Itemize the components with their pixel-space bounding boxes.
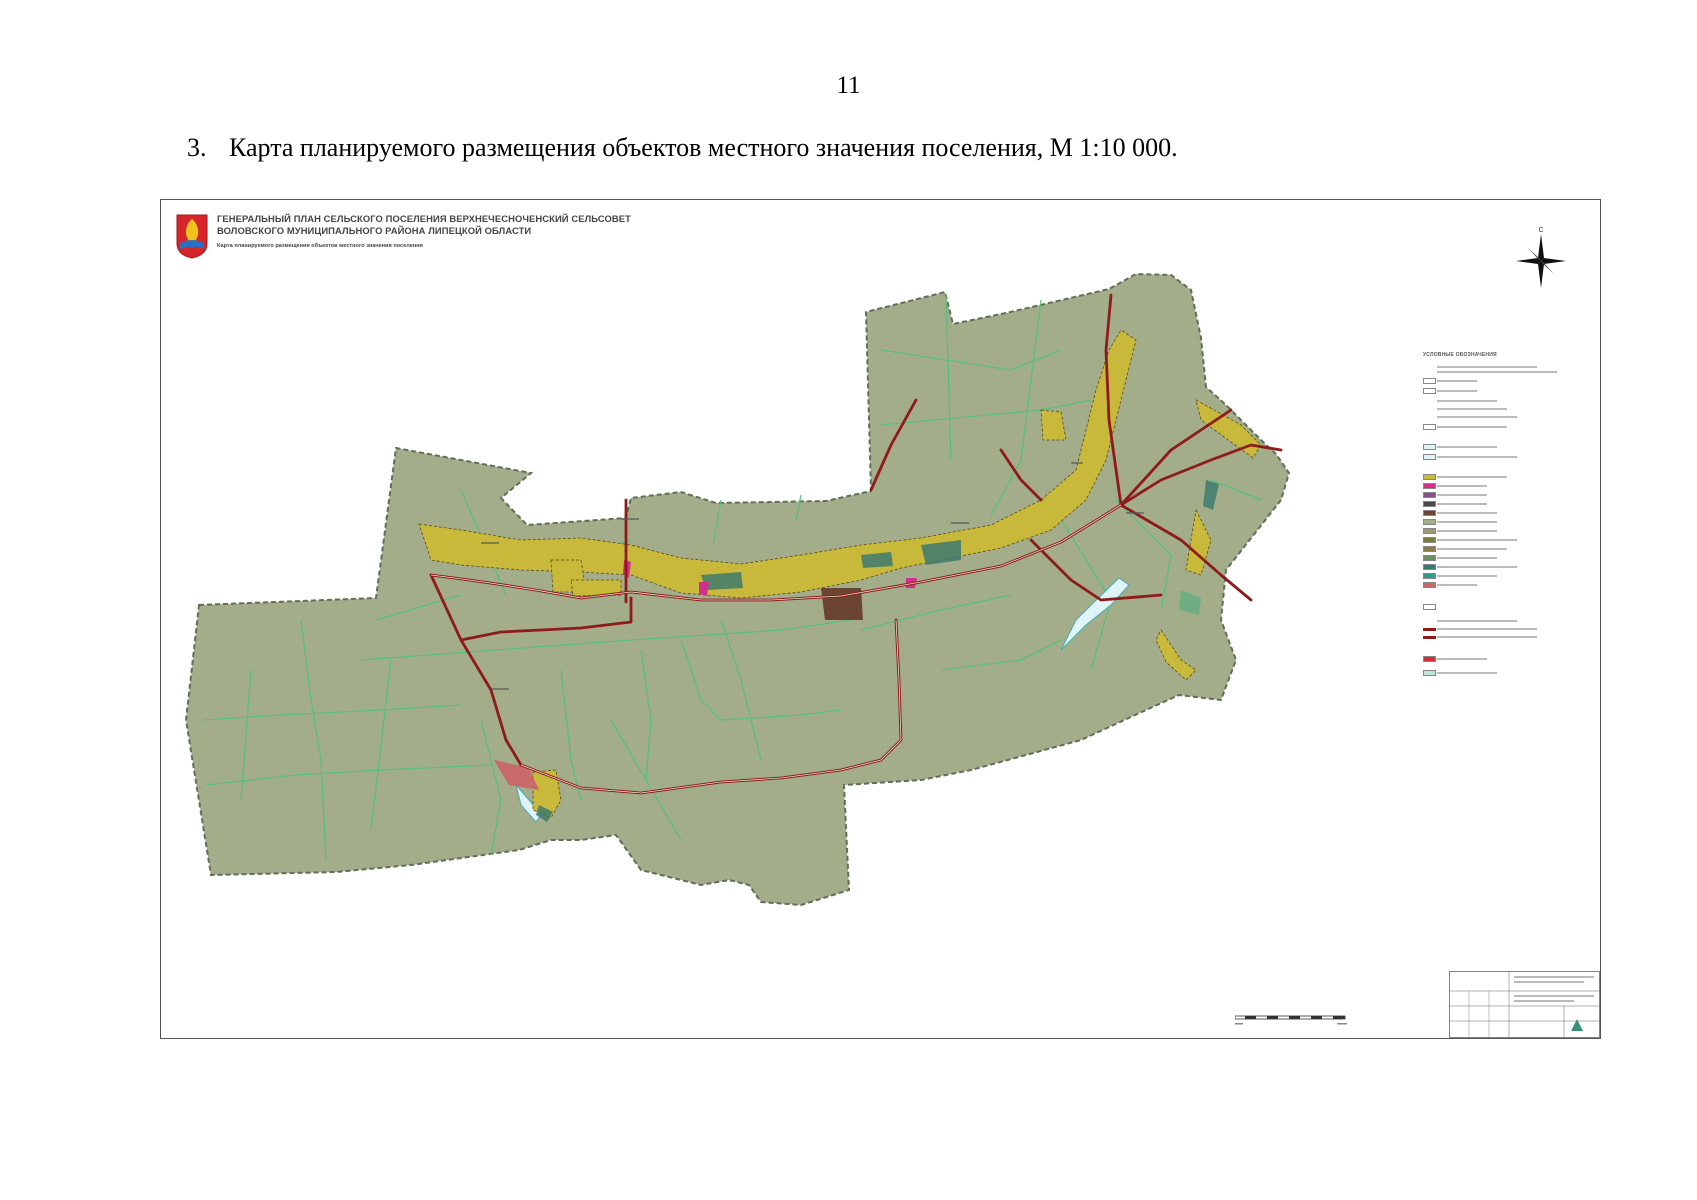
legend-text-line: [1437, 485, 1487, 487]
legend-text-line: [1437, 521, 1497, 523]
legend-text-line: [1437, 557, 1497, 559]
legend-text-line: [1437, 566, 1517, 568]
section-heading-number: 3.: [187, 133, 207, 162]
legend-entries: [1423, 358, 1573, 678]
legend-swatch: [1423, 546, 1436, 552]
legend-swatch: [1423, 492, 1436, 498]
legend-text-line: [1437, 636, 1537, 638]
legend-swatch: [1423, 510, 1436, 516]
legend-road-swatch: [1423, 628, 1436, 631]
legend-swatch: [1423, 519, 1436, 525]
legend-title: УСЛОВНЫЕ ОБОЗНАЧЕНИЯ: [1423, 352, 1497, 358]
legend-road-swatch: [1423, 636, 1436, 639]
legend-swatch: [1423, 483, 1436, 489]
legend-swatch: [1423, 528, 1436, 534]
legend-text-line: [1437, 503, 1487, 505]
legend-swatch: [1423, 582, 1436, 588]
page-number: 11: [836, 72, 861, 99]
coat-of-arms-icon: [175, 213, 209, 259]
legend-text-line: [1437, 366, 1537, 368]
legend-swatch: [1423, 454, 1436, 460]
legend-swatch: [1423, 670, 1436, 676]
section-heading-text: Карта планируемого размещения объектов местного значения поселения, М 1:10 000.: [229, 133, 1178, 162]
legend-swatch: [1423, 573, 1436, 579]
legend-text-line: [1437, 371, 1557, 373]
legend-text-line: [1437, 584, 1477, 586]
map-legend: [1423, 352, 1573, 678]
legend-text-line: [1437, 416, 1517, 418]
legend-text-line: [1437, 380, 1477, 382]
legend-swatch: [1423, 555, 1436, 561]
map-title-line2: ВОЛОВСКОГО МУНИЦИПАЛЬНОГО РАЙОНА ЛИПЕЦКОЙ ОБЛАСТИ: [217, 225, 532, 236]
legend-swatch: [1423, 474, 1436, 480]
legend-swatch: [1423, 501, 1436, 507]
drawing-title-block: [1449, 971, 1600, 1038]
legend-text-line: [1437, 628, 1537, 630]
legend-text-line: [1437, 512, 1497, 514]
legend-text-line: [1437, 548, 1507, 550]
legend-text-line: [1437, 620, 1517, 622]
legend-swatch: [1423, 444, 1436, 450]
map-header: [175, 213, 631, 259]
legend-text-line: [1437, 539, 1517, 541]
legend-swatch: [1423, 424, 1436, 430]
compass-north-label: С: [1538, 227, 1544, 234]
legend-swatch: [1423, 604, 1436, 610]
legend-text-line: [1437, 672, 1497, 674]
map-graphic: [161, 200, 1601, 1039]
legend-text-line: [1437, 456, 1517, 458]
legend-text-line: [1437, 494, 1487, 496]
legend-text-line: [1437, 446, 1497, 448]
legend-swatch: [1423, 388, 1436, 394]
legend-text-line: [1437, 575, 1497, 577]
scale-bar: [1235, 1010, 1355, 1028]
legend-text-line: [1437, 390, 1477, 392]
legend-swatch: [1423, 378, 1436, 384]
map-sheet: [160, 199, 1601, 1039]
legend-text-line: [1437, 476, 1507, 478]
section-heading: [187, 133, 1178, 163]
legend-swatch: [1423, 537, 1436, 543]
legend-text-line: [1437, 658, 1487, 660]
legend-text-line: [1437, 400, 1497, 402]
compass-rose-icon: [1506, 226, 1576, 296]
legend-swatch: [1423, 564, 1436, 570]
legend-swatch: [1423, 656, 1436, 662]
legend-text-line: [1437, 426, 1507, 428]
map-title-line1: ГЕНЕРАЛЬНЫЙ ПЛАН СЕЛЬСКОГО ПОСЕЛЕНИЯ ВЕРХНЕЧЕСНОЧЕНСКИЙ СЕЛЬСОВЕТ: [217, 213, 631, 224]
map-subtitle: Карта планируемого размещения объектов местного значения поселения: [217, 243, 423, 249]
legend-text-line: [1437, 530, 1497, 532]
legend-text-line: [1437, 408, 1507, 410]
